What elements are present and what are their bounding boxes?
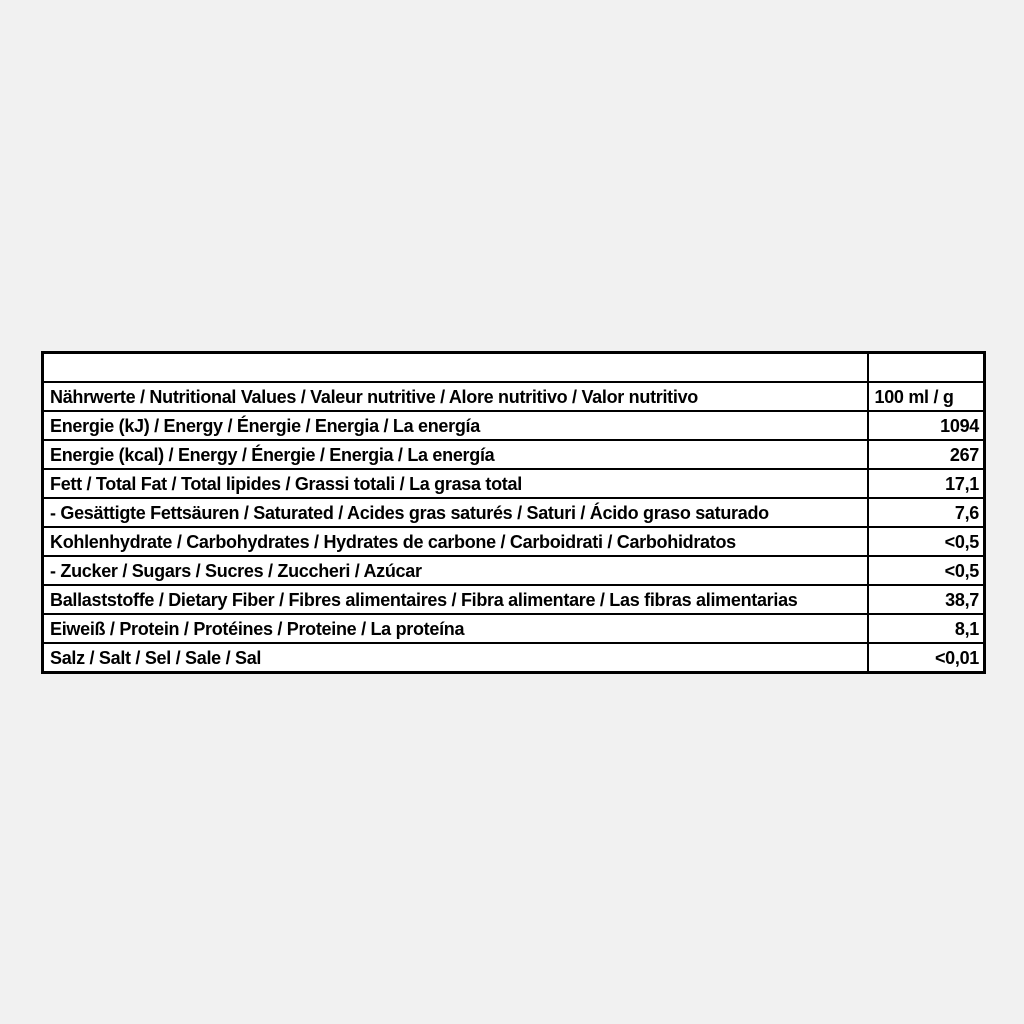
table-row <box>43 440 985 469</box>
header-label-cell: Nährwerte / Nutritional Values / Valeur nutritive / Alore nutritivo / Valor nutritivo <box>43 382 868 411</box>
empty-row <box>43 353 985 383</box>
nutrition-facts-table-container <box>41 351 983 674</box>
row-value-protein: 8,1 <box>868 614 985 643</box>
table-row <box>43 469 985 498</box>
row-label-fat: Fett / Total Fat / Total lipides / Grassi totali / La grasa total <box>43 469 868 498</box>
table-row <box>43 527 985 556</box>
row-label-fiber: Ballaststoffe / Dietary Fiber / Fibres alimentaires / Fibra alimentare / Las fibras alimentarias <box>43 585 868 614</box>
header-unit-cell: 100 ml / g <box>868 382 985 411</box>
row-value-saturated-fat: 7,6 <box>868 498 985 527</box>
row-label-energy-kj: Energie (kJ) / Energy / Énergie / Energia / La energía <box>43 411 868 440</box>
table-row <box>43 556 985 585</box>
row-label-salt: Salz / Salt / Sel / Sale / Sal <box>43 643 868 673</box>
table-row <box>43 614 985 643</box>
row-value-fat: 17,1 <box>868 469 985 498</box>
row-label-saturated-fat: - Gesättigte Fettsäuren / Saturated / Acides gras saturés / Saturi / Ácido graso saturado <box>43 498 868 527</box>
row-value-fiber: 38,7 <box>868 585 985 614</box>
row-label-energy-kcal: Energie (kcal) / Energy / Énergie / Energia / La energía <box>43 440 868 469</box>
table-row <box>43 411 985 440</box>
header-row <box>43 382 985 411</box>
row-label-carbohydrates: Kohlenhydrate / Carbohydrates / Hydrates de carbone / Carboidrati / Carbohidratos <box>43 527 868 556</box>
row-value-sugars: <0,5 <box>868 556 985 585</box>
nutrition-facts-table <box>41 351 986 674</box>
table-row <box>43 585 985 614</box>
row-value-carbohydrates: <0,5 <box>868 527 985 556</box>
empty-label-cell <box>43 353 868 383</box>
row-value-energy-kj: 1094 <box>868 411 985 440</box>
table-row <box>43 643 985 673</box>
table-row <box>43 498 985 527</box>
row-value-salt: <0,01 <box>868 643 985 673</box>
row-label-sugars: - Zucker / Sugars / Sucres / Zuccheri / Azúcar <box>43 556 868 585</box>
row-label-protein: Eiweiß / Protein / Protéines / Proteine / La proteína <box>43 614 868 643</box>
row-value-energy-kcal: 267 <box>868 440 985 469</box>
empty-value-cell <box>868 353 985 383</box>
